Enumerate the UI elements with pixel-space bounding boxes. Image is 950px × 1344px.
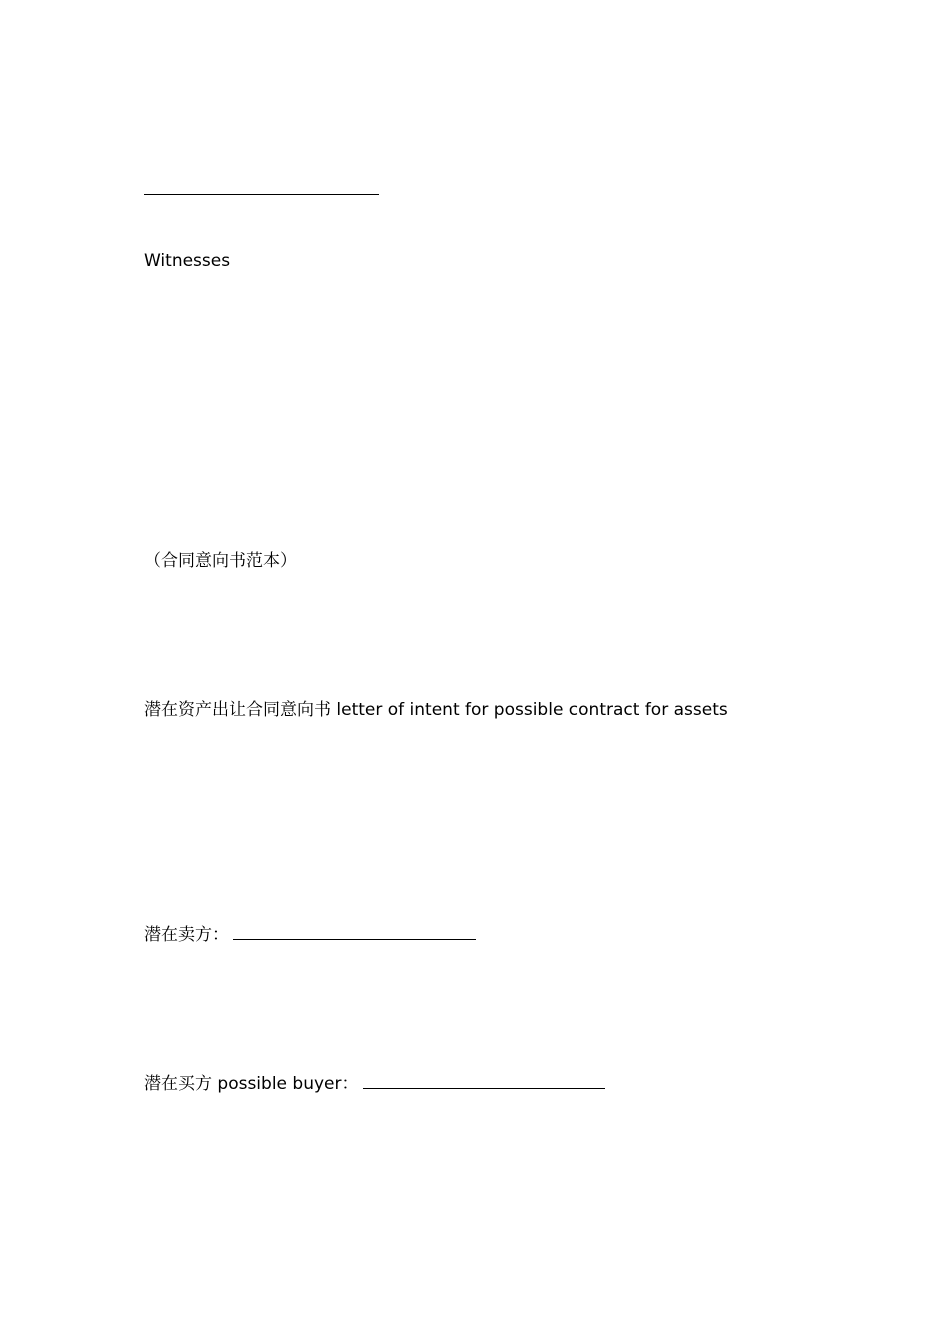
buyer-label-cn: 潜在买方	[144, 1074, 212, 1094]
witnesses-label: Witnesses	[144, 251, 231, 271]
seller-field	[144, 923, 476, 946]
letter-title-cn: 潜在资产出让合同意向书	[144, 700, 331, 720]
letter-title	[144, 699, 728, 721]
buyer-field	[144, 1072, 605, 1095]
letter-title-en: letter of intent for possible contract for assets	[336, 700, 728, 720]
buyer-label-en: possible buyer：	[217, 1074, 359, 1094]
seller-blank[interactable]	[233, 923, 476, 940]
signature-line	[144, 194, 379, 195]
template-title: （合同意向书范本）	[144, 551, 297, 571]
buyer-blank[interactable]	[363, 1072, 605, 1089]
seller-label: 潜在卖方：	[144, 925, 229, 945]
